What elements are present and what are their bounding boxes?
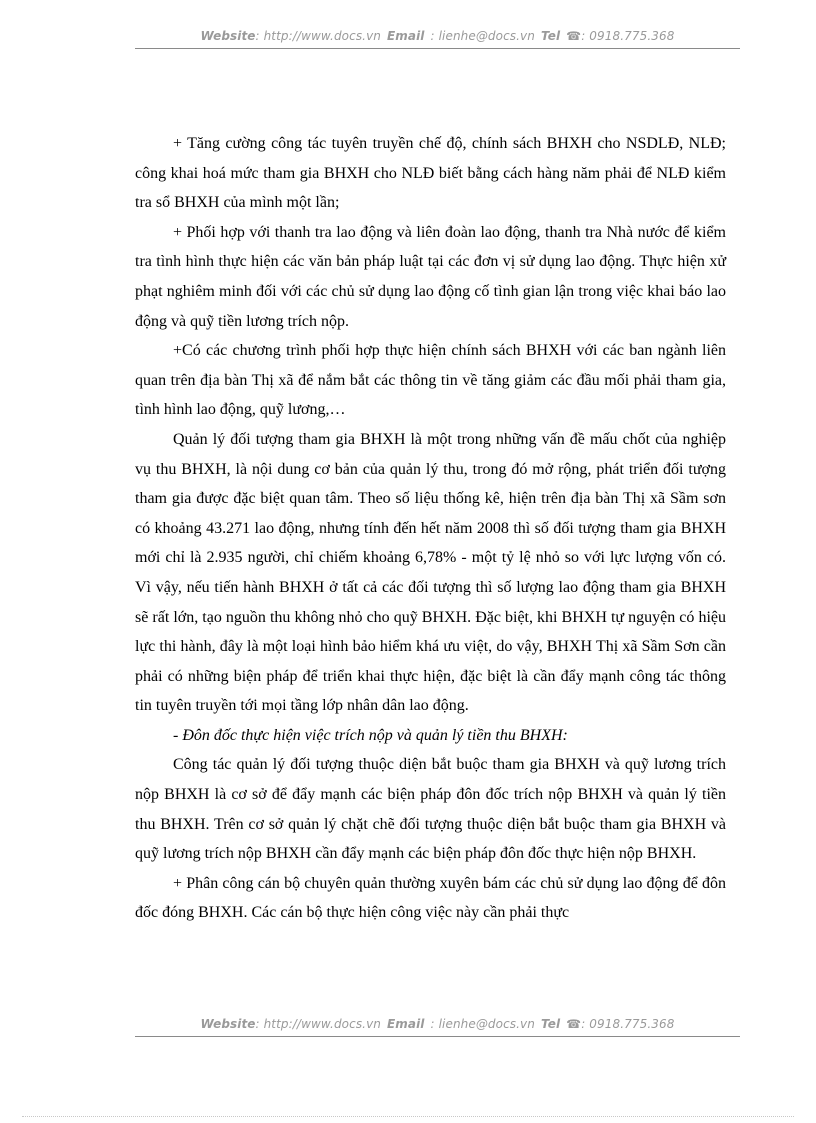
header-website-label: Website	[200, 29, 256, 43]
page-header	[135, 29, 740, 43]
footer-divider	[135, 1036, 740, 1037]
header-tel-label: Tel	[540, 29, 561, 43]
header-email-value: : lienhe@docs.vn	[430, 29, 535, 43]
footer-email-value: : lienhe@docs.vn	[430, 1017, 535, 1031]
footer-tel-value: : 0918.775.368	[581, 1017, 675, 1031]
phone-icon: ☎	[566, 1017, 582, 1031]
paragraph: Quản lý đối tượng tham gia BHXH là một trong những vấn đề mấu chốt của nghiệp vụ thu BHXH, là nội dung cơ bản của quản lý thu, trong đó mở rộng, phát triển đối tượng tham gia được đặc biệt quan tâm. Theo số liệu thống kê, hiện trên địa bàn Thị xã Sầm sơn có khoảng 43.271 lao động, nhưng tính đến hết năm 2008 thì số đối tượng tham gia BHXH mới chỉ là 2.935 người, chỉ chiếm khoảng 6,78% - một tỷ lệ nhỏ so với lực lượng vốn có. Vì vậy, nếu tiến hành BHXH ở tất cả các đối tượng thì số lượng lao động tham gia BHXH sẽ rất lớn, tạo nguồn thu không nhỏ cho quỹ BHXH. Đặc biệt, khi BHXH tự nguyện có hiệu lực thi hành, đây là một loại hình bảo hiểm khá ưu việt, do vậy, BHXH Thị xã Sầm Sơn cần phải có những biện pháp để triển khai thực hiện, đặc biệt là cần đẩy mạnh công tác thông tin tuyên truyền tới mọi tầng lớp nhân dân lao động.	[135, 430, 726, 715]
page-footer	[135, 1017, 740, 1031]
paragraph: Công tác quản lý đối tượng thuộc diện bắt buộc tham gia BHXH và quỹ lương trích nộp BHXH là cơ sở để đẩy mạnh các biện pháp đôn đốc trích nộp BHXH và quản lý tiền thu BHXH. Trên cơ sở quản lý chặt chẽ đối tượng thuộc diện bắt buộc tham gia BHXH và quỹ lương trích nộp BHXH cần đẩy mạnh các biện pháp đôn đốc thực hiện nộp BHXH.	[135, 756, 726, 863]
section-heading: - Đôn đốc thực hiện việc trích nộp và quản lý tiền thu BHXH:	[173, 726, 568, 744]
footer-email-label: Email	[387, 1017, 425, 1031]
page-bottom-border	[22, 1116, 794, 1117]
footer-website-value: : http://www.docs.vn	[255, 1017, 381, 1031]
header-email-label: Email	[387, 29, 425, 43]
paragraph: +Có các chương trình phối hợp thực hiện chính sách BHXH với các ban ngành liên quan trên địa bàn Thị xã để nắm bắt các thông tin về tăng giảm các đầu mối phải tham gia, tình hình lao động, quỹ lương,…	[135, 342, 726, 419]
header-tel-value: : 0918.775.368	[581, 29, 675, 43]
footer-website-label: Website	[200, 1017, 256, 1031]
paragraph: + Phân công cán bộ chuyên quản thường xuyên bám các chủ sử dụng lao động để đôn đốc đóng BHXH. Các cán bộ thực hiện công việc này cần phải thực	[135, 874, 726, 922]
paragraph: + Tăng cường công tác tuyên truyền chế độ, chính sách BHXH cho NSDLĐ, NLĐ; công khai hoá mức tham gia BHXH cho NLĐ biết bằng cách hàng năm phải để NLĐ kiểm tra sổ BHXH của mình một lần;	[135, 135, 726, 212]
document-body	[135, 129, 726, 928]
paragraph: + Phối hợp với thanh tra lao động và liên đoàn lao động, thanh tra Nhà nước để kiểm tra tình hình thực hiện các văn bản pháp luật tại các đơn vị sử dụng lao động. Thực hiện xử phạt nghiêm minh đối với các chủ sử dụng lao động cố tình gian lận trong việc khai báo lao động và quỹ tiền lương trích nộp.	[135, 223, 726, 330]
header-divider	[135, 48, 740, 49]
header-website-value: : http://www.docs.vn	[255, 29, 381, 43]
phone-icon: ☎	[566, 29, 582, 43]
footer-tel-label: Tel	[540, 1017, 561, 1031]
